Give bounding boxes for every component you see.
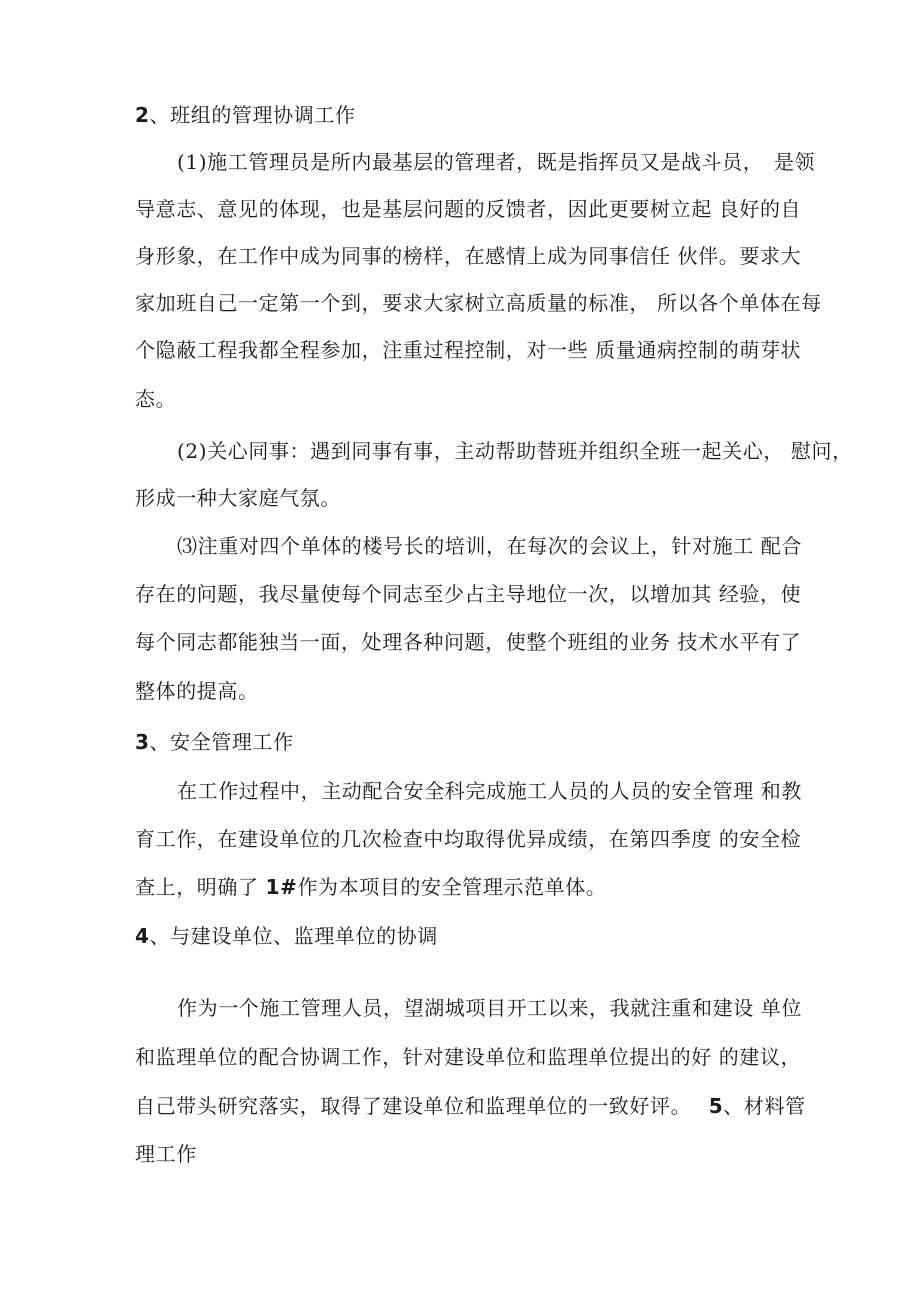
heading-text: 、安全管理工作: [149, 730, 294, 754]
section-heading-3: [135, 728, 294, 756]
heading-text: 、班组的管理协调工作: [149, 103, 356, 127]
paragraph-line: 态。: [135, 387, 177, 411]
line-text: 作为本项目的安全管理示范单体。: [297, 875, 607, 899]
paragraph-line: 育工作，在建设单位的几次检查中均取得优异成绩，在第四季度 的安全检: [135, 827, 802, 851]
paragraph-line: 形成一种大家庭气氛。: [135, 486, 341, 510]
section-heading-5-continued: 理工作: [135, 1142, 197, 1166]
heading-number: 4: [135, 924, 150, 948]
paragraph-line: 在工作过程中，主动配合安全科完成施工人员的人员的安全管理 和教: [177, 779, 802, 803]
heading-number: 3: [135, 730, 150, 754]
paragraph-line: [177, 437, 853, 465]
paragraph-line: 和监理单位的配合协调工作，针对建设单位和监理单位提出的好 的建议，: [135, 1045, 802, 1069]
paragraph-line: [135, 873, 606, 901]
paragraph-line: 存在的问题，我尽量使每个同志至少占主导地位一次，以增加其 经验，使: [135, 582, 802, 606]
line-text: 查上，明确了: [135, 875, 266, 899]
section-heading-2: [135, 101, 356, 129]
paragraph-line: 身形象，在工作中成为同事的榜样，在感情上成为同事信任 伙伴。要求大: [135, 244, 802, 268]
paragraph-line: [135, 1092, 806, 1120]
paragraph-line: 家加班自己一定第一个到，要求大家树立高质量的标准， 所以各个单体在每: [135, 291, 822, 315]
line-text: 施工管理员是所内最基层的管理者，既是指挥员又是战斗员， 是领: [207, 150, 816, 174]
paragraph-line: 个隐蔽工程我都全程参加，注重过程控制，对一些 质量通病控制的萌芽状: [135, 338, 802, 362]
item-prefix: (2): [177, 439, 208, 463]
heading-text: 、与建设单位、监理单位的协调: [149, 924, 438, 948]
paragraph-line: 作为一个施工管理人员，望湖城项目开工以来，我就注重和建设 单位: [177, 996, 802, 1020]
line-text: 自己带头研究落实，取得了建设单位和监理单位的一致好评。: [135, 1094, 709, 1118]
unit-number: 1#: [265, 875, 298, 899]
paragraph-line: ⑶注重对四个单体的楼号长的培训，在每次的会议上，针对施工 配合: [177, 534, 802, 558]
heading-number: 2: [135, 103, 150, 127]
line-text: 关心同事：遇到同事有事，主动帮助替班并组织全班一起关心， 慰问，: [207, 439, 853, 463]
paragraph-line: 导意志、意见的体现，也是基层问题的反馈者，因此更要树立起 良好的自: [135, 197, 802, 221]
section-heading-5-number: 5: [708, 1094, 724, 1118]
section-heading-5-text: 、材料管: [723, 1094, 806, 1118]
item-prefix: (1): [177, 150, 208, 174]
section-heading-4: [135, 922, 438, 950]
paragraph-line: 整体的提高。: [135, 679, 259, 703]
paragraph-line: [177, 148, 815, 176]
paragraph-line: 每个同志都能独当一面，处理各种问题，使整个班组的业务 技术水平有了: [135, 630, 802, 654]
